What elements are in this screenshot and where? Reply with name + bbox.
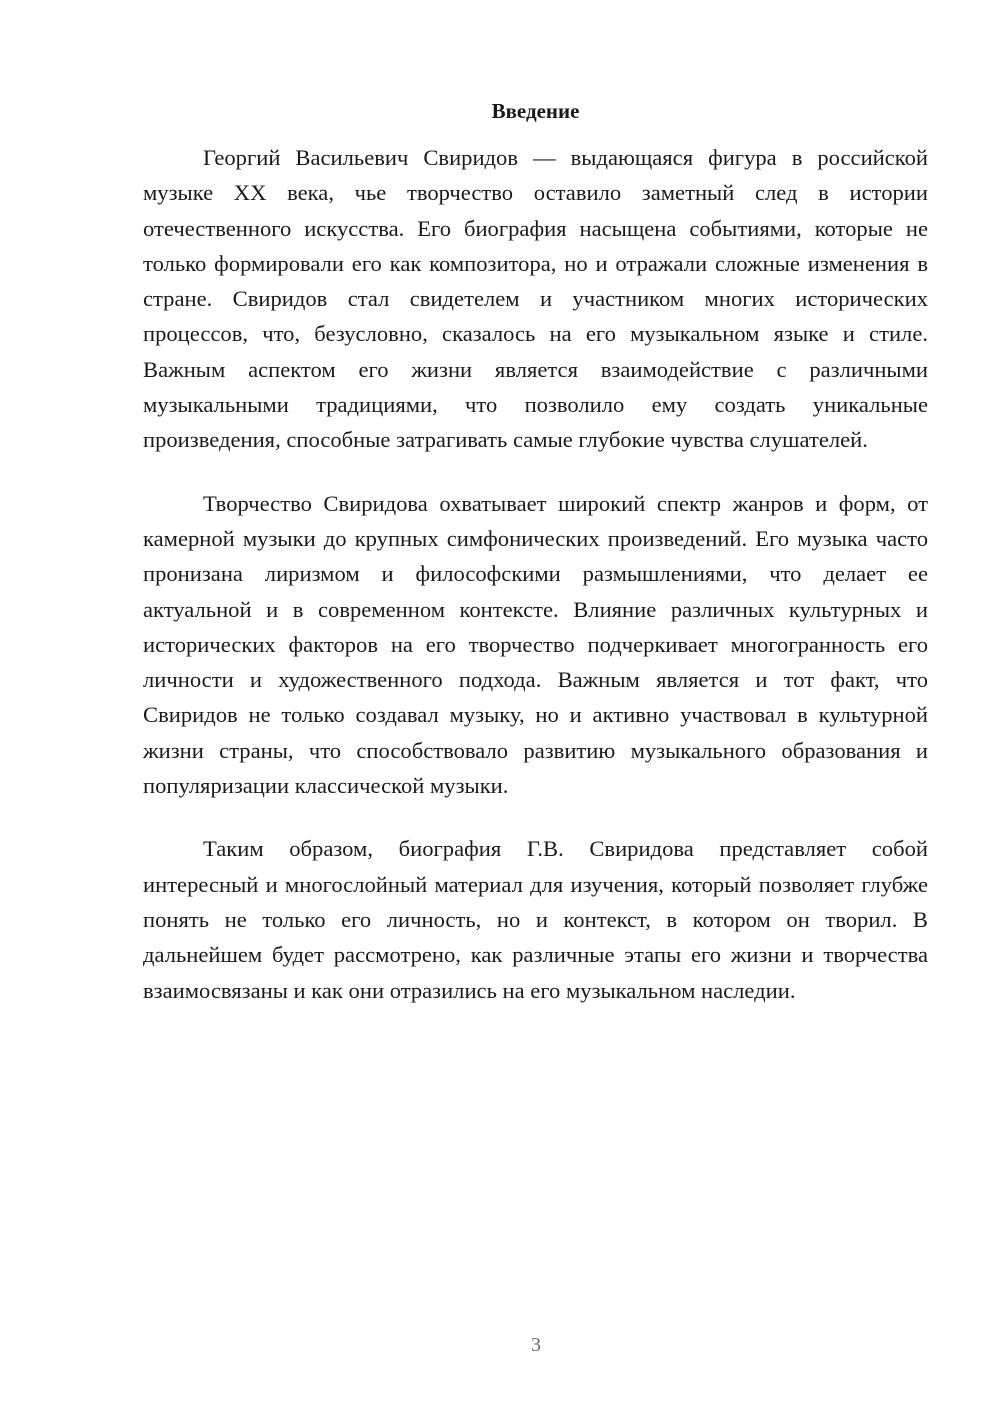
paragraph-3: Таким образом, биография Г.В. Свиридова представляет собой интересный и многослойный материал для изучения, который позволяет глубже понять не только его личность, но и контекст, в котором он творил. В дальнейшем будет рассмотрено, как различные этапы его жизни и творчества взаимосвязаны и как они отразились на его музыкальном наследии. — [143, 836, 928, 1003]
paragraph-1: Георгий Васильевич Свиридов — выдающаяся фигура в российской музыке XX века, чье творчество оставило заметный след в истории отечественного искусства. Его биография насыщена событиями, которые не только формировали его как композитора, но и отражали сложные изменения в стране. Свиридов стал свидетелем и участником многих исторических процессов, что, безусловно, сказалось на его музыкальном языке и стиле. Важным аспектом его жизни является взаимодействие с различными музыкальными традициями, что позволило ему создать уникальные произведения, способные затрагивать самые глубокие чувства слушателей. — [143, 145, 928, 453]
page-number: 3 — [531, 1334, 541, 1356]
paragraph-2: Творчество Свиридова охватывает широкий спектр жанров и форм, от камерной музыки до крупных симфонических произведений. Его музыка часто пронизана лиризмом и философскими размышлениями, что делает ее актуальной и в современном контексте. Влияние различных культурных и исторических факторов на его творчество подчеркивает многогранность его личности и художественного подхода. Важным является и тот факт, что Свиридов не только создавал музыку, но и активно участвовал в культурной жизни страны, что способствовало развитию музыкального образования и популяризации классической музыки. — [143, 490, 928, 799]
page-content — [143, 96, 928, 1036]
section-title: Введение — [491, 99, 580, 123]
